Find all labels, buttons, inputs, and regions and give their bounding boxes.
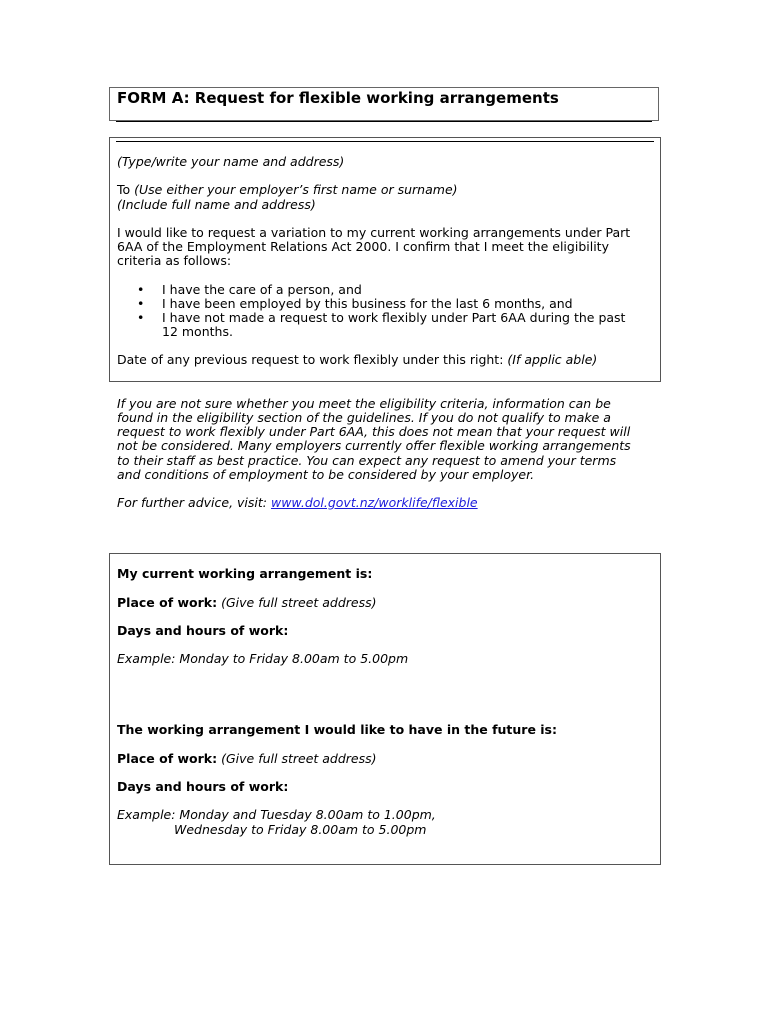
previous-request-date bbox=[117, 353, 597, 367]
current-example: Example: Monday to Friday 8.00am to 5.00pm bbox=[117, 651, 409, 666]
eligibility-bullet: I have not made a request to work flexibly under Part 6AA during the past bbox=[162, 310, 626, 325]
request-paragraph-line: 6AA of the Employment Relations Act 2000. I confirm that I meet the eligibility bbox=[117, 239, 609, 254]
bullet-marker: • bbox=[137, 282, 145, 297]
to-hint: (Use either your employer’s first name or surname) bbox=[134, 182, 458, 197]
place-label: Place of work: bbox=[117, 595, 218, 610]
title-underline bbox=[116, 121, 652, 122]
place-hint: (Give full street address) bbox=[221, 595, 377, 610]
advice-link[interactable]: www.dol.govt.nz/worklife/flexible bbox=[270, 495, 478, 510]
eligibility-bullet-continuation: 12 months. bbox=[162, 324, 233, 339]
form-title: FORM A: Request for flexible working arrangements bbox=[117, 89, 559, 107]
future-place-label: Place of work: bbox=[117, 751, 218, 766]
advice-line: request to work flexibly under Part 6AA, this does not mean that your request will bbox=[117, 424, 631, 439]
eligibility-bullet: I have the care of a person, and bbox=[162, 282, 362, 297]
form-title-box bbox=[109, 87, 659, 121]
advice-line: found in the eligibility section of the guidelines. If you do not qualify to make a bbox=[117, 410, 611, 425]
to-line bbox=[117, 183, 458, 197]
include-hint: (Include full name and address) bbox=[117, 197, 316, 212]
bullet-marker: • bbox=[137, 310, 145, 325]
future-example-line1: Example: Monday and Tuesday 8.00am to 1.00pm, bbox=[117, 807, 436, 822]
advice-line: to their staff as best practice. You can expect any request to amend your terms bbox=[117, 453, 617, 468]
request-paragraph-line: I would like to request a variation to my current working arrangements under Part bbox=[117, 225, 631, 240]
future-days-hours-label: Days and hours of work: bbox=[117, 779, 289, 794]
request-paragraph-line: criteria as follows: bbox=[117, 253, 232, 268]
current-days-hours-label: Days and hours of work: bbox=[117, 623, 289, 638]
future-place-hint: (Give full street address) bbox=[221, 751, 377, 766]
advice-line: If you are not sure whether you meet the eligibility criteria, information can be bbox=[117, 396, 611, 411]
eligibility-bullet: I have been employed by this business for the last 6 months, and bbox=[162, 296, 573, 311]
future-arrangement-heading: The working arrangement I would like to have in the future is: bbox=[117, 722, 557, 737]
advice-line: not be considered. Many employers currently offer flexible working arrangements bbox=[117, 438, 631, 453]
further-advice bbox=[117, 496, 478, 510]
request-box-top-rule bbox=[116, 141, 654, 142]
future-place-of-work bbox=[117, 752, 377, 766]
further-advice-label: For further advice, visit: bbox=[117, 495, 271, 510]
name-address-hint: (Type/write your name and address) bbox=[117, 154, 345, 169]
current-place-of-work bbox=[117, 596, 377, 610]
date-label: Date of any previous request to work flexibly under this right: bbox=[117, 352, 508, 367]
current-arrangement-heading: My current working arrangement is: bbox=[117, 566, 373, 581]
future-example-line2: Wednesday to Friday 8.00am to 5.00pm bbox=[174, 822, 427, 837]
to-prefix: To bbox=[117, 182, 135, 197]
date-hint: (If applic able) bbox=[507, 352, 598, 367]
bullet-marker: • bbox=[137, 296, 145, 311]
advice-line: and conditions of employment to be considered by your employer. bbox=[117, 467, 535, 482]
